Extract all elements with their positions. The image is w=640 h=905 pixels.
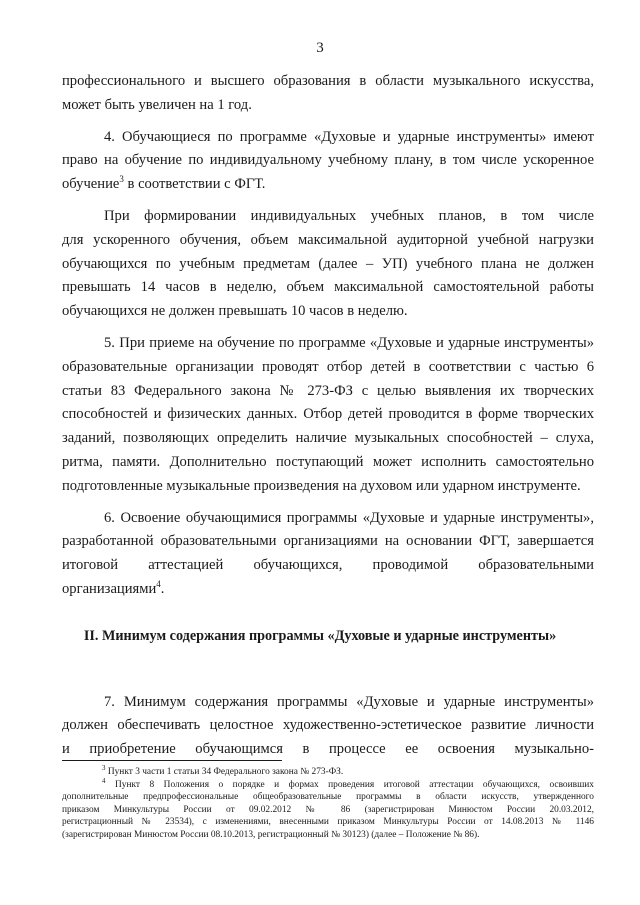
footnote-separator xyxy=(62,760,282,761)
text-line: право на обучение по индивидуальному учебному плану, в том числе ускоренное xyxy=(62,152,594,169)
main-text-continued xyxy=(62,676,594,777)
footnote-line: (зарегистрирован Минюстом России 08.10.2013, регистрационный № 30123) (далее – Положение № 86). xyxy=(62,829,480,840)
footnote-ref: 3 xyxy=(119,174,124,185)
text-line: профессионального и высшего образования в области музыкального искусства, xyxy=(62,73,594,89)
main-text xyxy=(62,70,594,602)
footnote-line xyxy=(62,776,594,792)
text-line: 6. Освоение обучающимися программы «Духовые и ударные инструменты», xyxy=(104,509,594,526)
text-line: итоговой аттестацией обучающихся, проводимой образовательными xyxy=(62,557,594,574)
paragraph-6 xyxy=(62,507,594,602)
text-line: превышать 14 часов в неделю, объем максимальной самостоятельной работы xyxy=(62,279,594,296)
text-run: в соответствии с ФГТ. xyxy=(123,176,266,193)
text-line: 4. Обучающиеся по программе «Духовые и ударные инструменты» имеют xyxy=(104,128,594,145)
footnote-text: Пункт 3 части 1 статьи 34 Федерального закона № 273-ФЗ. xyxy=(105,767,344,777)
footnote-text: Пункт 8 Положения о порядке и формах проведения итоговой аттестации обучающихся, освоивших xyxy=(105,779,594,790)
footnote-3 xyxy=(62,763,594,779)
text-line: статьи 83 Федерального закона № 273-ФЗ с целью выявления их творческих xyxy=(62,382,594,399)
text-line: и приобретение обучающимся в процессе ее освоения музыкально- xyxy=(62,741,594,758)
paragraph-continuation xyxy=(62,70,594,118)
footnote-line: приказом Минкультуры России от 09.02.2012 № 86 (зарегистрирован Минюстом России 20.03.2012, xyxy=(62,804,594,815)
footnote-mark: 3 xyxy=(102,763,106,772)
text-run: . xyxy=(160,580,165,597)
text-line: способностей и физических данных. Отбор детей проводится в форме творческих xyxy=(62,406,594,423)
paragraph-4 xyxy=(62,126,594,197)
paragraph-individual-plans xyxy=(62,205,594,324)
footnote-mark: 4 xyxy=(102,776,106,785)
text-run: организациями xyxy=(62,580,157,597)
footnote-4 xyxy=(62,776,594,842)
page-number: 3 xyxy=(316,40,324,56)
text-line: обучающихся не должен превышать 10 часов в неделю. xyxy=(62,303,408,320)
text-line: должен обеспечивать целостное художественно-эстетическое развитие личности xyxy=(62,717,594,734)
text-line xyxy=(62,173,594,197)
text-line xyxy=(62,578,594,602)
footnote-line: дополнительные предпрофессиональные общеобразовательные программы в области искусств, утвержденного xyxy=(62,792,594,803)
text-run: обучение xyxy=(62,176,120,193)
text-line: для ускоренного обучения, объем максимальной аудиторной учебной нагрузки xyxy=(62,231,594,248)
text-line: 5. При приеме на обучение по программе «Духовые и ударные инструменты» xyxy=(104,334,594,351)
footnote-ref: 4 xyxy=(156,579,161,590)
text-line: может быть увеличен на 1 год. xyxy=(62,96,252,113)
text-line: обучающихся по учебным предметам (далее – УП) учебного плана не должен xyxy=(62,255,594,272)
text-line: При формировании индивидуальных учебных планов, в том числе xyxy=(104,207,594,224)
text-line: разработанной образовательными организациями на основании ФГТ, завершается xyxy=(62,533,594,550)
section-heading: II. Минимум содержания программы «Духовые и ударные инструменты» xyxy=(83,628,557,644)
footnotes xyxy=(62,763,594,842)
paragraph-7 xyxy=(62,691,594,762)
paragraph-5 xyxy=(62,332,594,499)
text-line: подготовленные музыкальные произведения на духовом или ударном инструменте. xyxy=(62,477,581,494)
text-line: ритма, памяти. Дополнительно поступающий может исполнить самостоятельно xyxy=(62,453,594,470)
text-line: образовательные организации проводят отбор детей в соответствии с частью 6 xyxy=(62,358,594,375)
text-line: 7. Минимум содержания программы «Духовые и ударные инструменты» xyxy=(104,693,594,710)
footnote-line: регистрационный № 23534), с изменениями, внесенными приказом Минкультуры России от 14.08.2013 № 1146 xyxy=(62,817,594,828)
text-line: заданий, позволяющих определить наличие музыкальных способностей – слуха, xyxy=(62,430,594,447)
